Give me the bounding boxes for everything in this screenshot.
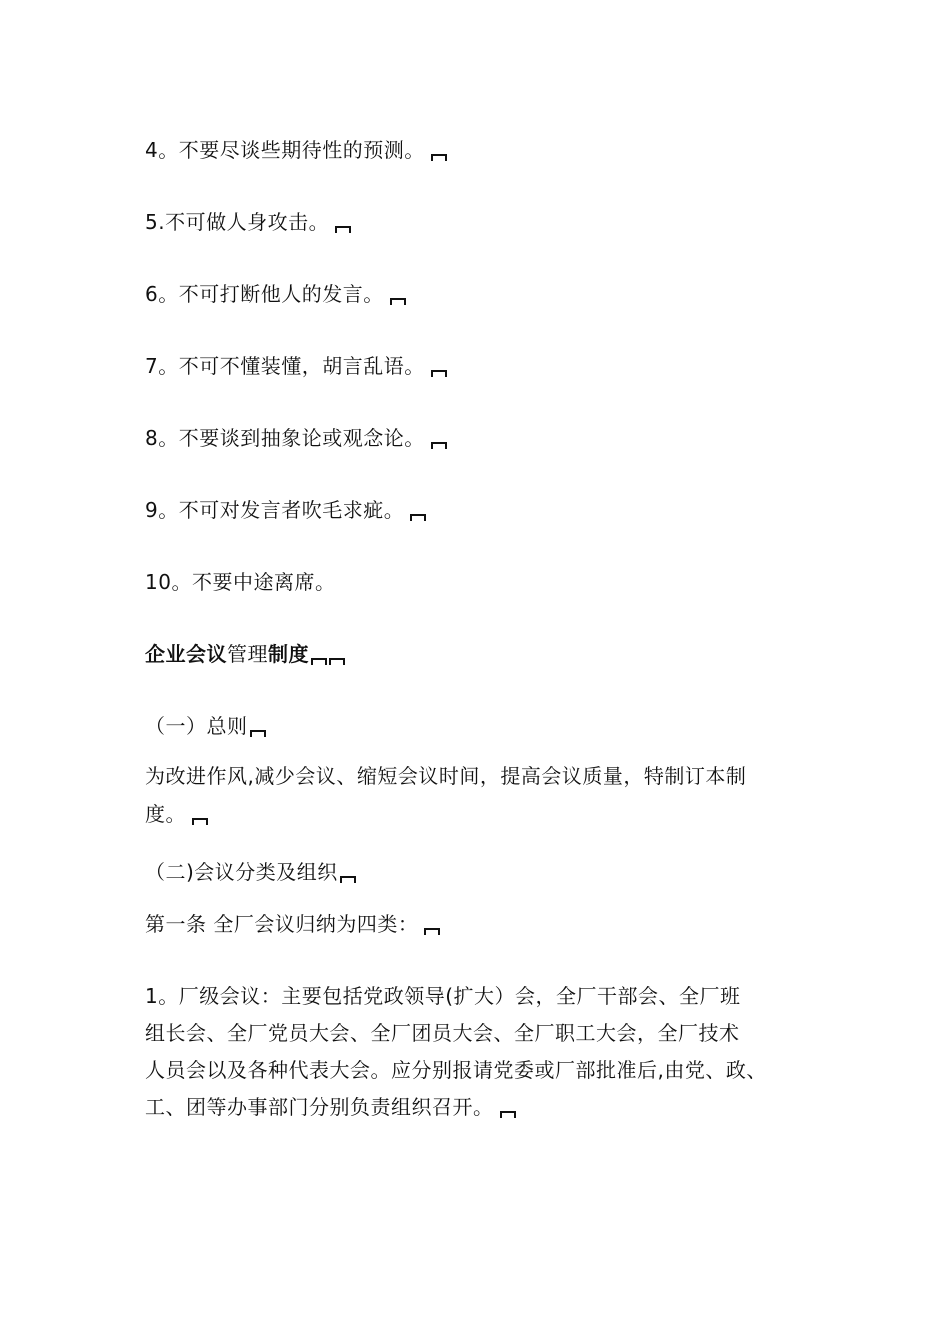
paragraph-mark-icon	[311, 658, 327, 665]
paragraph-mark-icon	[335, 226, 351, 233]
general-body-line-2	[145, 802, 208, 826]
rule-item-4	[145, 138, 447, 162]
paragraph-mark-icon	[192, 818, 208, 825]
section-title	[145, 642, 345, 666]
item-1-line-1	[145, 984, 741, 1008]
item-text: 工、团等办事部门分别负责组织召开。	[145, 1095, 494, 1119]
rule-item-9	[145, 498, 426, 522]
paragraph-mark-icon	[431, 154, 447, 161]
rule-text: 6。不可打断他人的发言。	[145, 282, 384, 306]
body-text: 为改进作风,减少会议、缩短会议时间，提高会议质量，特制订本制	[145, 764, 747, 788]
rule-text: 8。不要谈到抽象论或观念论。	[145, 426, 425, 450]
rule-text: 10。不要中途离席。	[145, 570, 336, 594]
item-text: 人员会以及各种代表大会。应分别报请党委或厂部批准后,由党、政、	[145, 1058, 767, 1082]
item-1-line-3	[145, 1058, 767, 1082]
paragraph-mark-icon	[340, 876, 356, 883]
paragraph-mark-icon	[390, 298, 406, 305]
article-text: 第一条 全厂会议归纳为四类：	[145, 912, 419, 936]
rule-item-6	[145, 282, 406, 306]
body-text: 度。	[145, 802, 186, 826]
rule-item-10	[145, 570, 335, 594]
general-body-line-1	[145, 764, 746, 788]
article-1	[145, 912, 440, 936]
item-1-line-4	[145, 1095, 516, 1119]
paragraph-mark-icon	[410, 514, 426, 521]
paragraph-mark-icon	[431, 442, 447, 449]
heading-text: （一）总则	[145, 714, 248, 738]
rule-item-5	[145, 210, 351, 234]
item-text: 1。厂级会议：主要包括党政领导(扩大）会，全厂干部会、全厂班	[145, 984, 741, 1008]
rule-item-7	[145, 354, 447, 378]
rule-text: 5.不可做人身攻击。	[145, 210, 330, 234]
paragraph-mark-icon	[424, 928, 440, 935]
classification-heading	[145, 860, 356, 884]
section-title-part3: 制度	[268, 642, 309, 666]
item-text: 组长会、全厂党员大会、全厂团员大会、全厂职工大会，全厂技术	[145, 1021, 740, 1045]
rule-item-8	[145, 426, 447, 450]
paragraph-mark-icon	[250, 730, 266, 737]
section-title-part1: 企业会议	[145, 642, 227, 666]
heading-text: （二)会议分类及组织	[145, 860, 338, 884]
paragraph-mark-icon	[329, 658, 345, 665]
item-1-line-2	[145, 1021, 740, 1045]
rule-text: 9。不可对发言者吹毛求疵。	[145, 498, 405, 522]
section-title-part2: 管理	[227, 642, 268, 666]
general-heading	[145, 714, 266, 738]
rule-text: 4。不要尽谈些期待性的预测。	[145, 138, 425, 162]
rule-text: 7。不可不懂装懂，胡言乱语。	[145, 354, 425, 378]
paragraph-mark-icon	[500, 1111, 516, 1118]
paragraph-mark-icon	[431, 370, 447, 377]
